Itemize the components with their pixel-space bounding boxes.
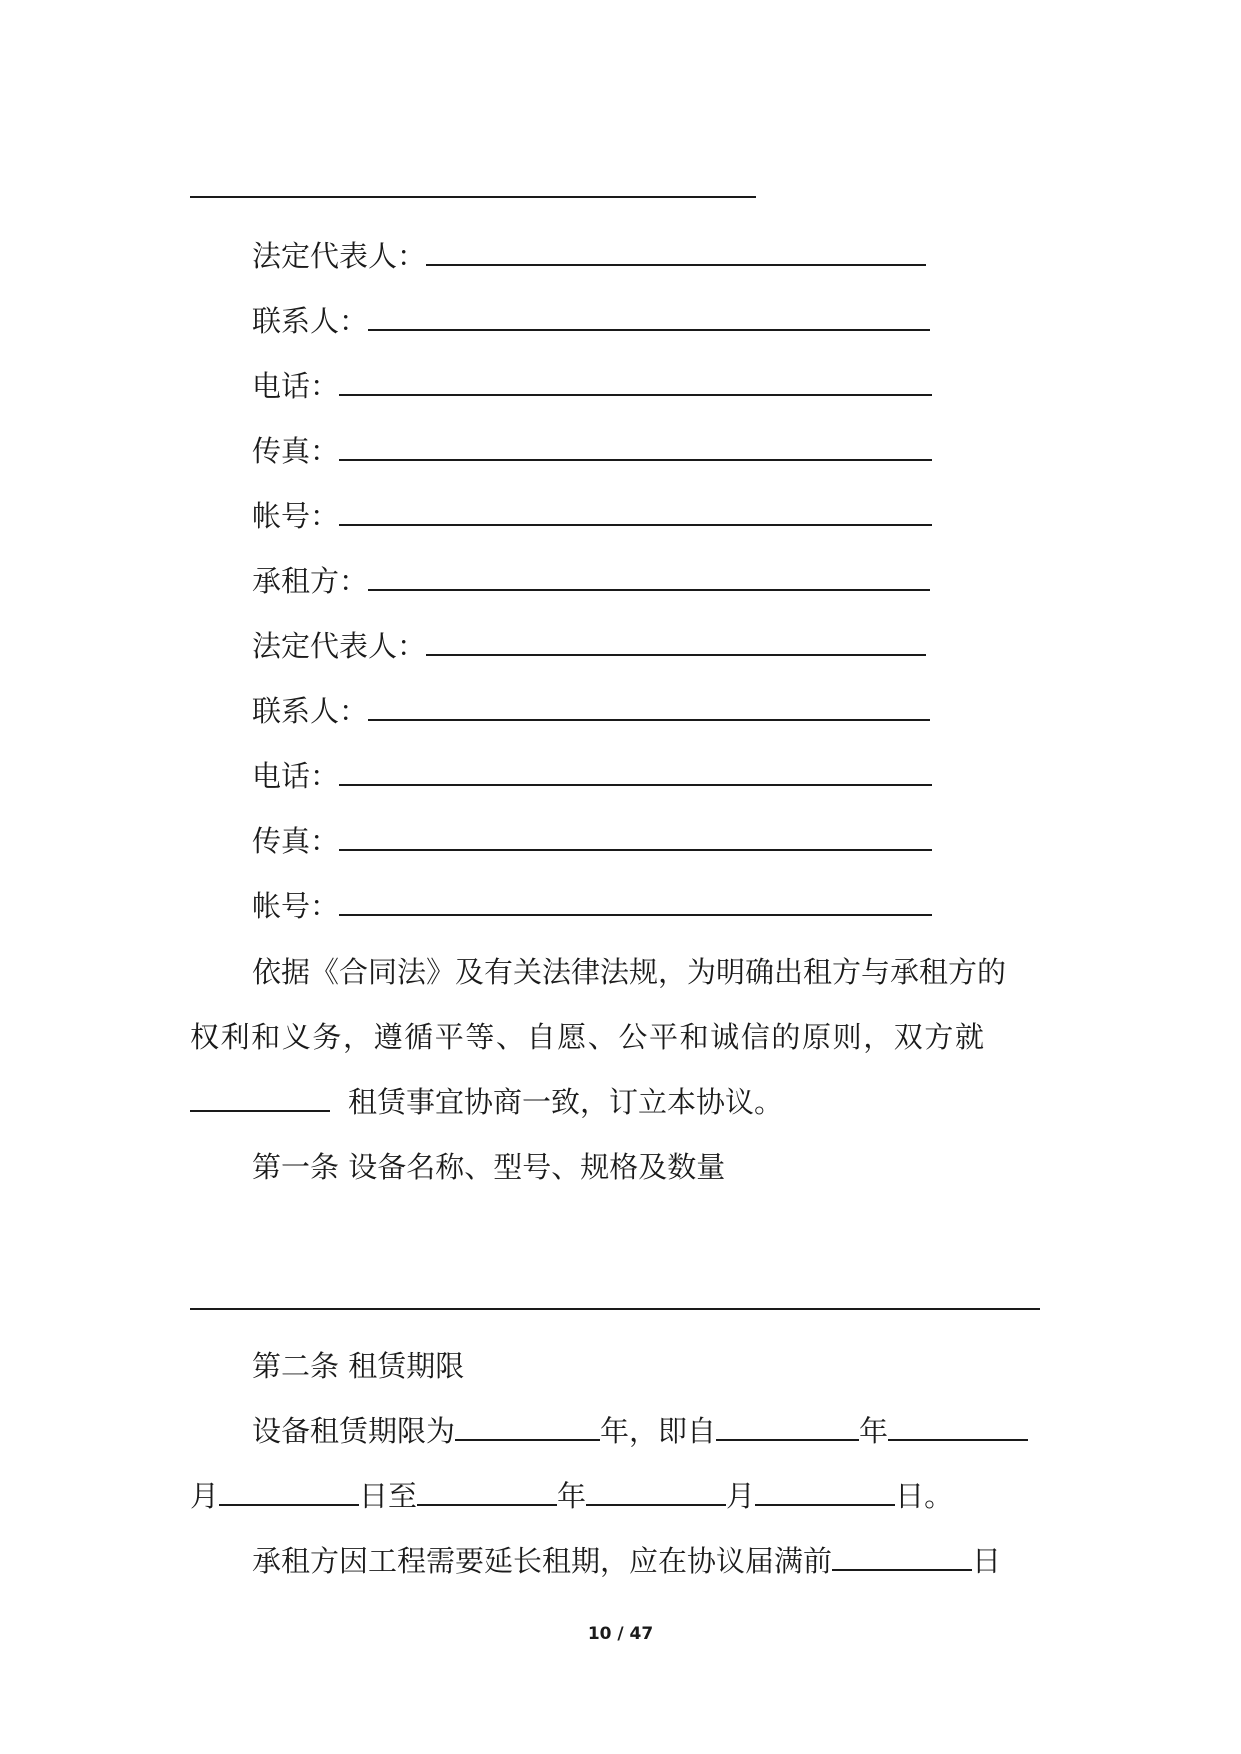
- blank-field[interactable]: [339, 433, 932, 461]
- blank-field[interactable]: [368, 563, 930, 591]
- lessor-phone: 电话：: [252, 366, 932, 406]
- blank-line-article-1: [190, 1308, 1040, 1310]
- blank-field[interactable]: [339, 498, 932, 526]
- blank-field[interactable]: [339, 368, 932, 396]
- lease-period-line: 设备租赁期限为 年，即自 年: [252, 1411, 1028, 1451]
- lessee-name: 承租方：: [252, 561, 930, 601]
- lease-dates-line: 月 日至 年 月 日。: [190, 1479, 954, 1513]
- blank-line-top: [190, 196, 756, 198]
- blank-field[interactable]: [339, 823, 932, 851]
- blank-field[interactable]: [190, 1084, 330, 1112]
- preamble-line-2: 权利和义务，遵循平等、自愿、公平和诚信的原则，双方就: [190, 1020, 986, 1054]
- extension-line: 承租方因工程需要延长租期，应在协议届满前 日: [252, 1544, 1002, 1578]
- page-number: 10 / 47: [587, 1624, 654, 1644]
- lessor-fax: 传真：: [252, 431, 932, 471]
- blank-field[interactable]: [426, 628, 926, 656]
- blank-field[interactable]: [832, 1543, 972, 1571]
- blank-field[interactable]: [455, 1413, 600, 1441]
- blank-field[interactable]: [426, 238, 926, 266]
- blank-field[interactable]: [417, 1478, 557, 1506]
- preamble-line-1: 依据《合同法》及有关法律法规，为明确出租方与承租方的: [252, 955, 1007, 989]
- blank-field[interactable]: [339, 758, 932, 786]
- blank-field[interactable]: [368, 693, 930, 721]
- blank-field[interactable]: [339, 888, 932, 916]
- lessee-phone: 电话：: [252, 756, 932, 796]
- blank-field[interactable]: [755, 1478, 895, 1506]
- lessor-contact: 联系人：: [252, 301, 930, 341]
- lessor-account: 帐号：: [252, 496, 932, 536]
- lessor-legal-rep: 法定代表人：: [252, 236, 926, 276]
- article-1-title: 第一条 设备名称、型号、规格及数量: [252, 1150, 726, 1184]
- blank-field[interactable]: [219, 1478, 359, 1506]
- blank-field[interactable]: [586, 1478, 726, 1506]
- article-2-title: 第二条 租赁期限: [252, 1349, 465, 1383]
- lessee-contact: 联系人：: [252, 691, 930, 731]
- blank-field[interactable]: [368, 303, 930, 331]
- lessee-fax: 传真：: [252, 821, 932, 861]
- lessee-account: 帐号：: [252, 886, 932, 926]
- lessee-legal-rep: 法定代表人：: [252, 626, 926, 666]
- blank-field[interactable]: [716, 1413, 859, 1441]
- blank-field[interactable]: [888, 1413, 1028, 1441]
- preamble-line-3: 租赁事宜协商一致，订立本协议。: [190, 1082, 783, 1122]
